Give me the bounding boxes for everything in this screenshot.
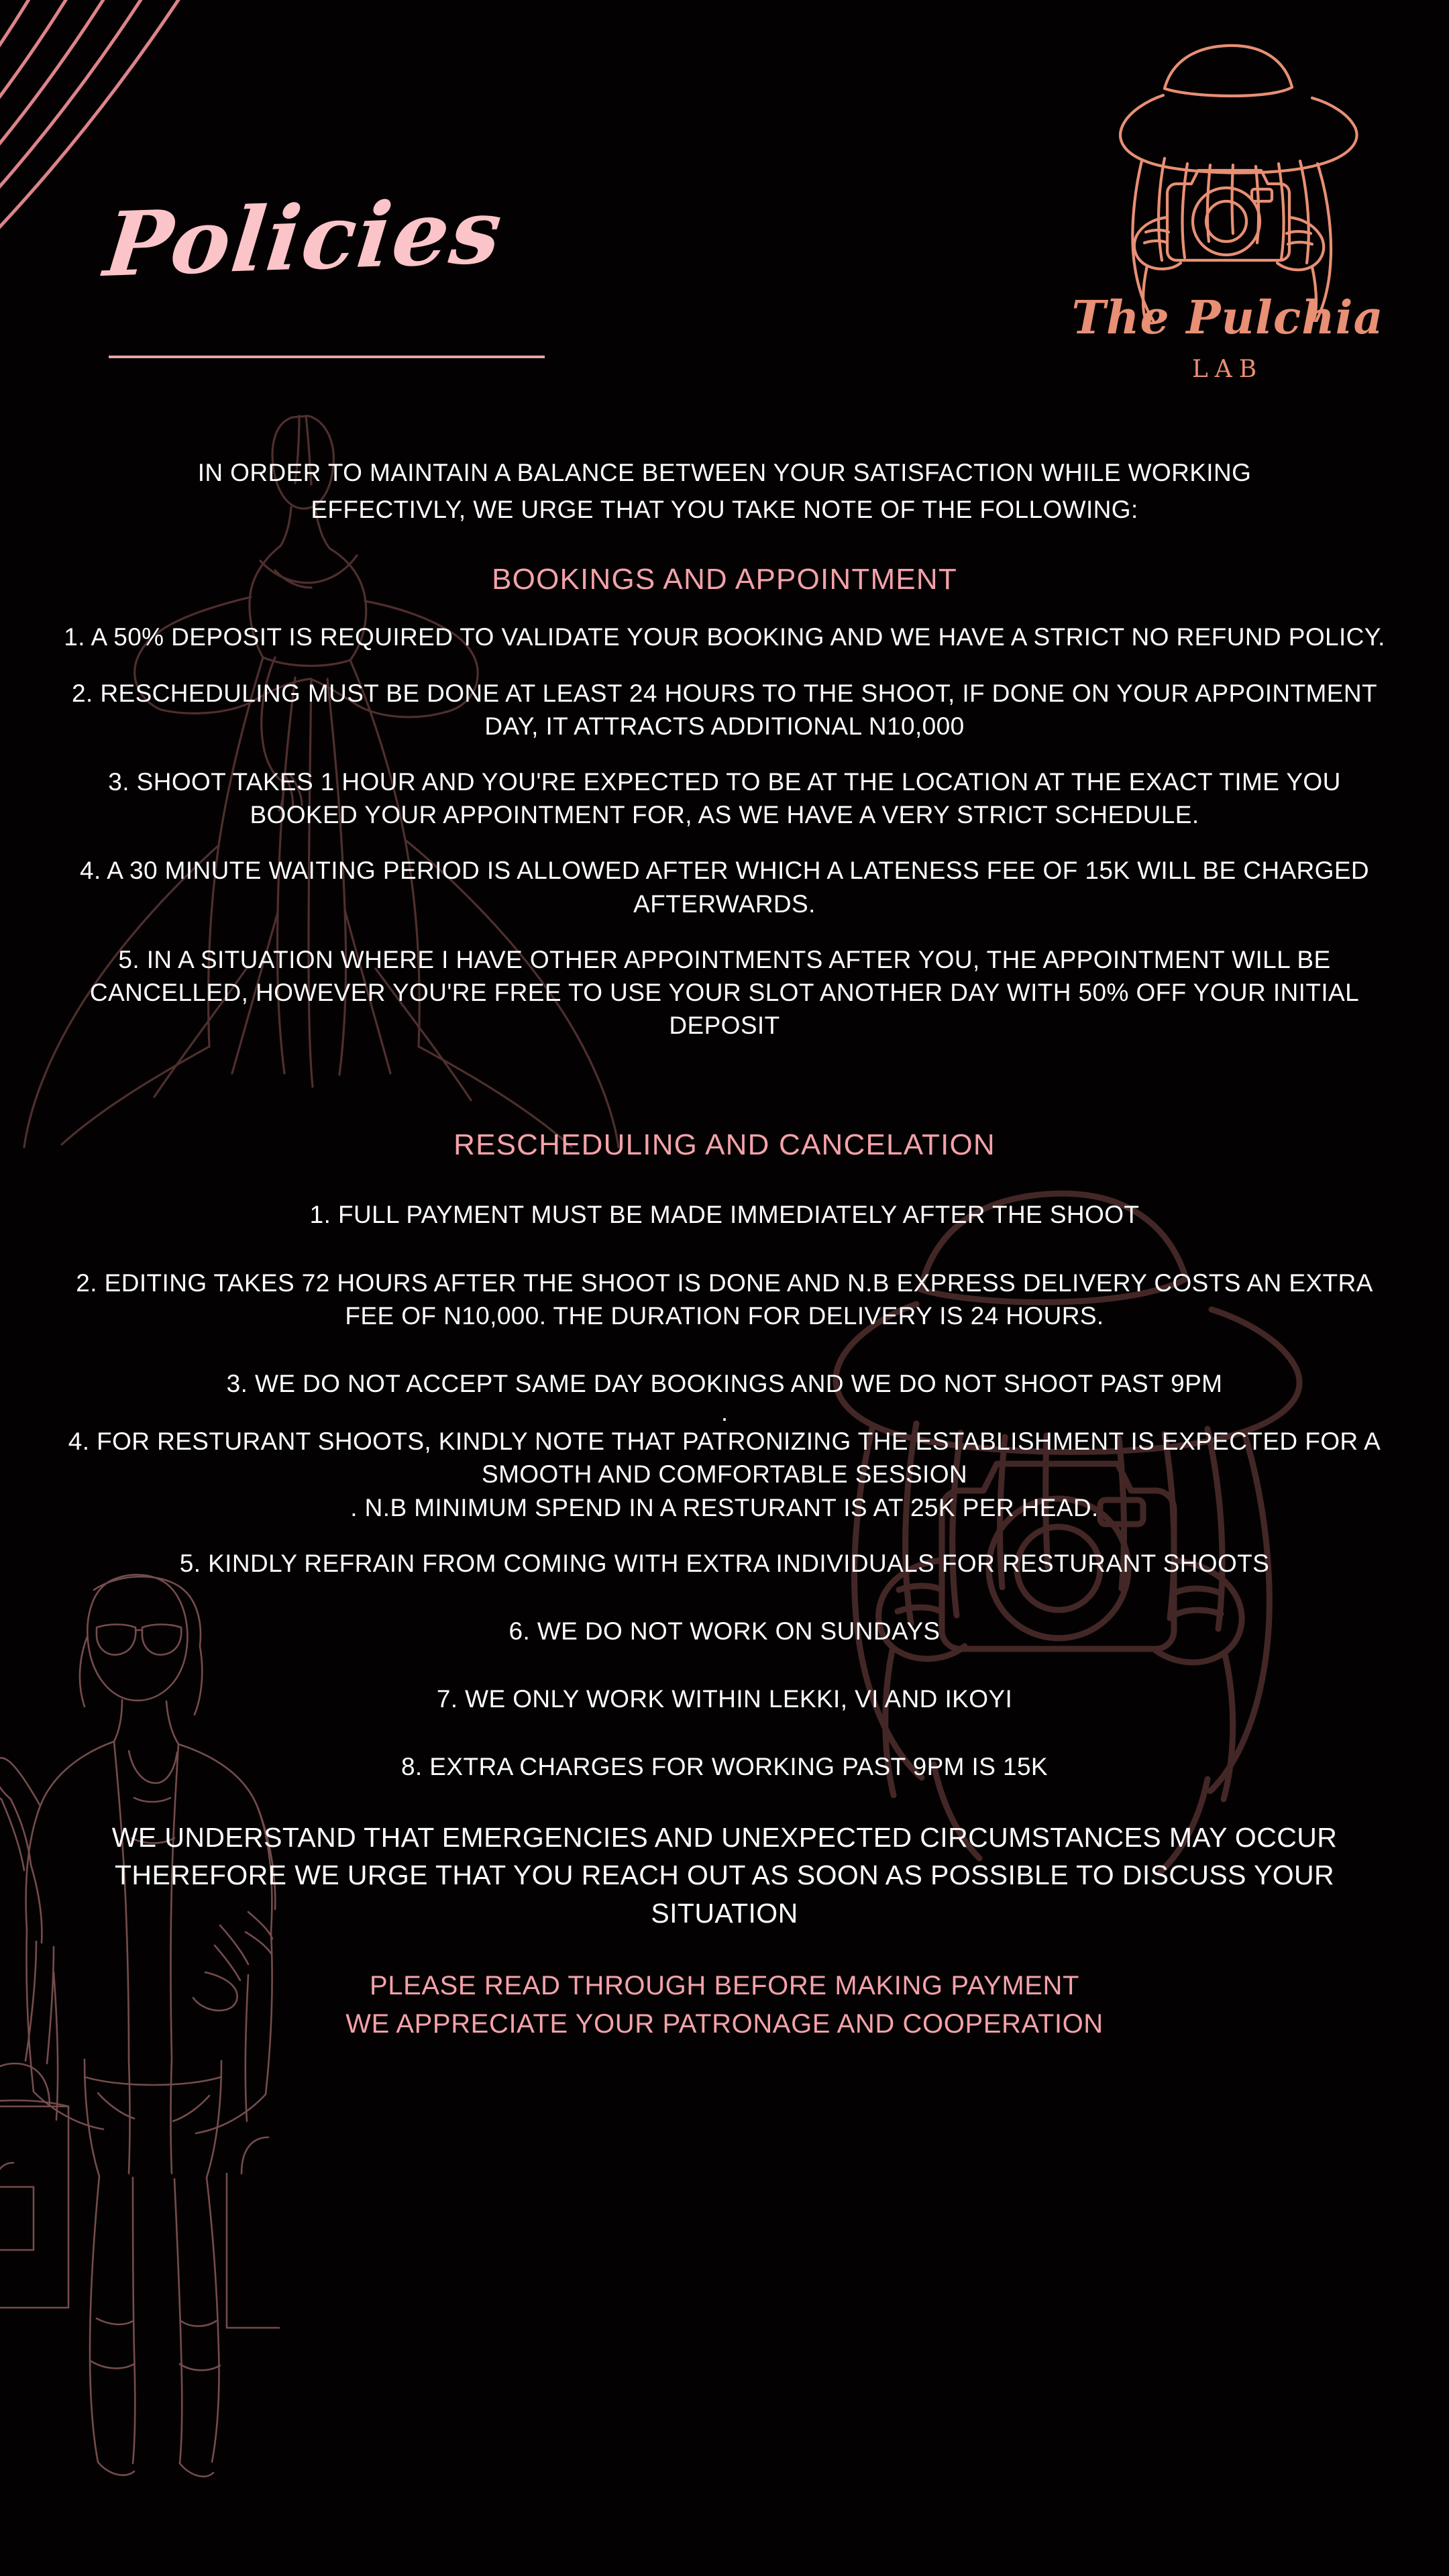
policy-content	[0, 456, 1449, 2043]
policy-item: 2. EDITING TAKES 72 HOURS AFTER THE SHOOT IS DONE AND N.B EXPRESS DELIVERY COSTS AN EXTRA FEE OF N10,000. THE DURATION FOR DELIVERY IS 24 HOURS.	[76, 1269, 1373, 1330]
policy-item: 1. A 50% DEPOSIT IS REQUIRED TO VALIDATE YOUR BOOKING AND WE HAVE A STRICT NO REFUND POLICY.	[64, 623, 1385, 651]
closing-statement: WE UNDERSTAND THAT EMERGENCIES AND UNEXPECTED CIRCUMSTANCES MAY OCCUR THEREFORE WE URGE THAT YOU REACH OUT AS SOON AS POSSIBLE TO DISCUSS YOUR SITUATION	[111, 1821, 1338, 1929]
policy-item: 5. KINDLY REFRAIN FROM COMING WITH EXTRA INDIVIDUALS FOR RESTURANT SHOOTS	[179, 1549, 1270, 1577]
poster-header	[0, 0, 1449, 402]
section-heading-bookings: BOOKINGS AND APPOINTMENT	[492, 563, 957, 596]
policy-item: 2. RESCHEDULING MUST BE DONE AT LEAST 24 HOURS TO THE SHOOT, IF DONE ON YOUR APPOINTMENT DAY, IT ATTRACTS ADDITIONAL N10,000	[72, 679, 1377, 740]
section-heading-rescheduling: RESCHEDULING AND CANCELATION	[453, 1128, 996, 1162]
policy-item: 6. WE DO NOT WORK ON SUNDAYS	[508, 1617, 941, 1646]
footer-line-2: WE APPRECIATE YOUR PATRONAGE AND COOPERATION	[345, 2009, 1104, 2039]
brand-sub: LAB	[1191, 356, 1264, 383]
policy-item: 3. WE DO NOT ACCEPT SAME DAY BOOKINGS AND WE DO NOT SHOOT PAST 9PM	[226, 1370, 1223, 1398]
page-title: Policies	[99, 179, 508, 297]
policy-item: 4. A 30 MINUTE WAITING PERIOD IS ALLOWED AFTER WHICH A LATENESS FEE OF 15K WILL BE CHARGED AFTERWARDS.	[79, 857, 1370, 918]
intro-line-2: EFFECTIVLY, WE URGE THAT YOU TAKE NOTE OF THE FOLLOWING:	[311, 496, 1138, 524]
intro-line-1: IN ORDER TO MAINTAIN A BALANCE BETWEEN YOUR SATISFACTION WHILE WORKING	[197, 459, 1252, 486]
policy-item: 8. EXTRA CHARGES FOR WORKING PAST 9PM IS 15K	[400, 1753, 1049, 1781]
policy-item: 5. IN A SITUATION WHERE I HAVE OTHER APPOINTMENTS AFTER YOU, THE APPOINTMENT WILL BE CANCELLED, HOWEVER YOU'RE FREE TO USE YOUR SLOT ANOTHER DAY WITH 50% OFF YOUR INITIAL DEPOSIT	[89, 945, 1360, 1040]
photographer-woman-icon	[1046, 40, 1409, 322]
footer-line-1: PLEASE READ THROUGH BEFORE MAKING PAYMENT	[369, 1971, 1080, 2001]
policy-note: . N.B MINIMUM SPEND IN A RESTURANT IS AT 25K PER HEAD.	[350, 1493, 1099, 1521]
policy-item: 7. WE ONLY WORK WITHIN LEKKI, VI AND IKOYI	[436, 1685, 1013, 1713]
policy-item: 1. FULL PAYMENT MUST BE MADE IMMEDIATELY AFTER THE SHOOT	[309, 1201, 1140, 1229]
brand-logo	[1046, 40, 1409, 416]
title-block	[99, 179, 570, 297]
policy-item: 4. FOR RESTURANT SHOOTS, KINDLY NOTE THAT PATRONIZING THE ESTABLISHMENT IS EXPECTED FOR A SMOOTH AND COMFORTABLE SESSION	[68, 1428, 1381, 1489]
brand-name: The Pulchia	[1071, 291, 1384, 345]
policy-separator-dot: .	[720, 1399, 729, 1427]
policy-item: 3. SHOOT TAKES 1 HOUR AND YOU'RE EXPECTED TO BE AT THE LOCATION AT THE EXACT TIME YOU BOOKED YOUR APPOINTMENT FOR, AS WE HAVE A VERY STRICT SCHEDULE.	[108, 768, 1341, 829]
title-underline	[109, 356, 545, 358]
